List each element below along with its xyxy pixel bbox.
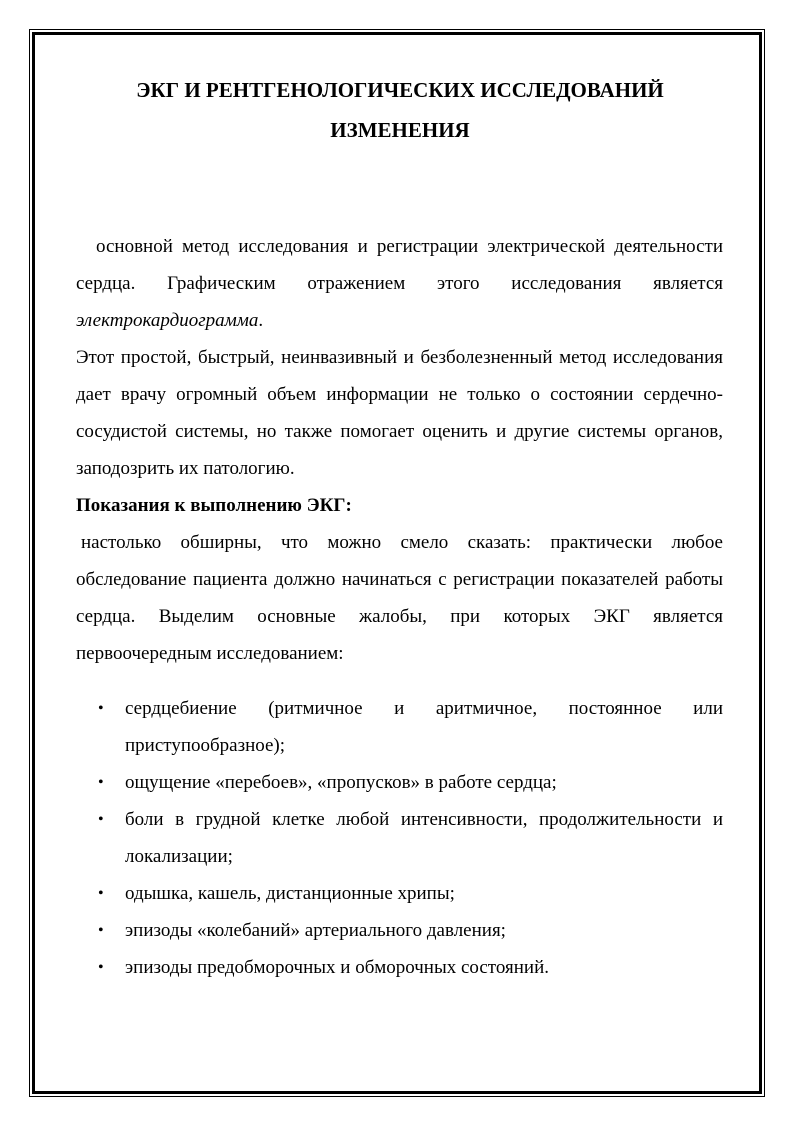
bullet-icon: • bbox=[98, 774, 104, 791]
list-item bbox=[76, 801, 723, 875]
paragraph-definition-end: . bbox=[258, 310, 264, 331]
title-line-2: ИЗМЕНЕНИЯ bbox=[330, 118, 470, 142]
bullet-icon: • bbox=[98, 811, 104, 828]
list-item bbox=[76, 690, 723, 764]
list-item-text: эпизоды «колебаний» артериального давления; bbox=[125, 920, 506, 941]
indications-heading: Показания к выполнению ЭКГ: bbox=[76, 495, 352, 516]
list-item bbox=[76, 949, 723, 986]
title-line-1: ЭКГ И РЕНТГЕНОЛОГИЧЕСКИХ ИССЛЕДОВАНИЙ bbox=[136, 78, 664, 102]
paragraph-definition-text: основной метод исследования и регистрации электрической деятельности сердца. Графическим отражением этого исследования является bbox=[76, 236, 723, 294]
bullet-icon: • bbox=[98, 885, 104, 902]
bullet-icon: • bbox=[98, 700, 104, 717]
paragraph-indications: настолько обширны, что можно смело сказать: практически любое обследование пациента должно начинаться с регистрации показателей работы сердца. Выделим основные жалобы, при которых ЭКГ является первоочередным исследованием: bbox=[76, 532, 723, 664]
document-body bbox=[76, 228, 723, 986]
list-item-text: ощущение «перебоев», «пропусков» в работе сердца; bbox=[125, 772, 557, 793]
paragraph-definition bbox=[76, 228, 723, 339]
list-item bbox=[76, 875, 723, 912]
ecg-term: электрокардиограмма bbox=[76, 310, 259, 331]
complaints-list bbox=[76, 690, 723, 986]
bullet-icon: • bbox=[98, 959, 104, 976]
list-item bbox=[76, 912, 723, 949]
paragraph-method: Этот простой, быстрый, неинвазивный и безболезненный метод исследования дает врачу огромный объем информации не только о состоянии сердечно-сосудистой системы, но также помогает оценить и другие системы органов, заподозрить их патологию. bbox=[76, 347, 723, 479]
list-item-text: эпизоды предобморочных и обморочных состояний. bbox=[125, 957, 549, 978]
list-item-text: боли в грудной клетке любой интенсивности, продолжительности и локализации; bbox=[125, 809, 723, 867]
document-title bbox=[0, 70, 800, 150]
list-item bbox=[76, 764, 723, 801]
list-item-text: одышка, кашель, дистанционные хрипы; bbox=[125, 883, 455, 904]
bullet-icon: • bbox=[98, 922, 104, 939]
list-item-text: сердцебиение (ритмичное и аритмичное, постоянное или приступообразное); bbox=[125, 698, 723, 756]
